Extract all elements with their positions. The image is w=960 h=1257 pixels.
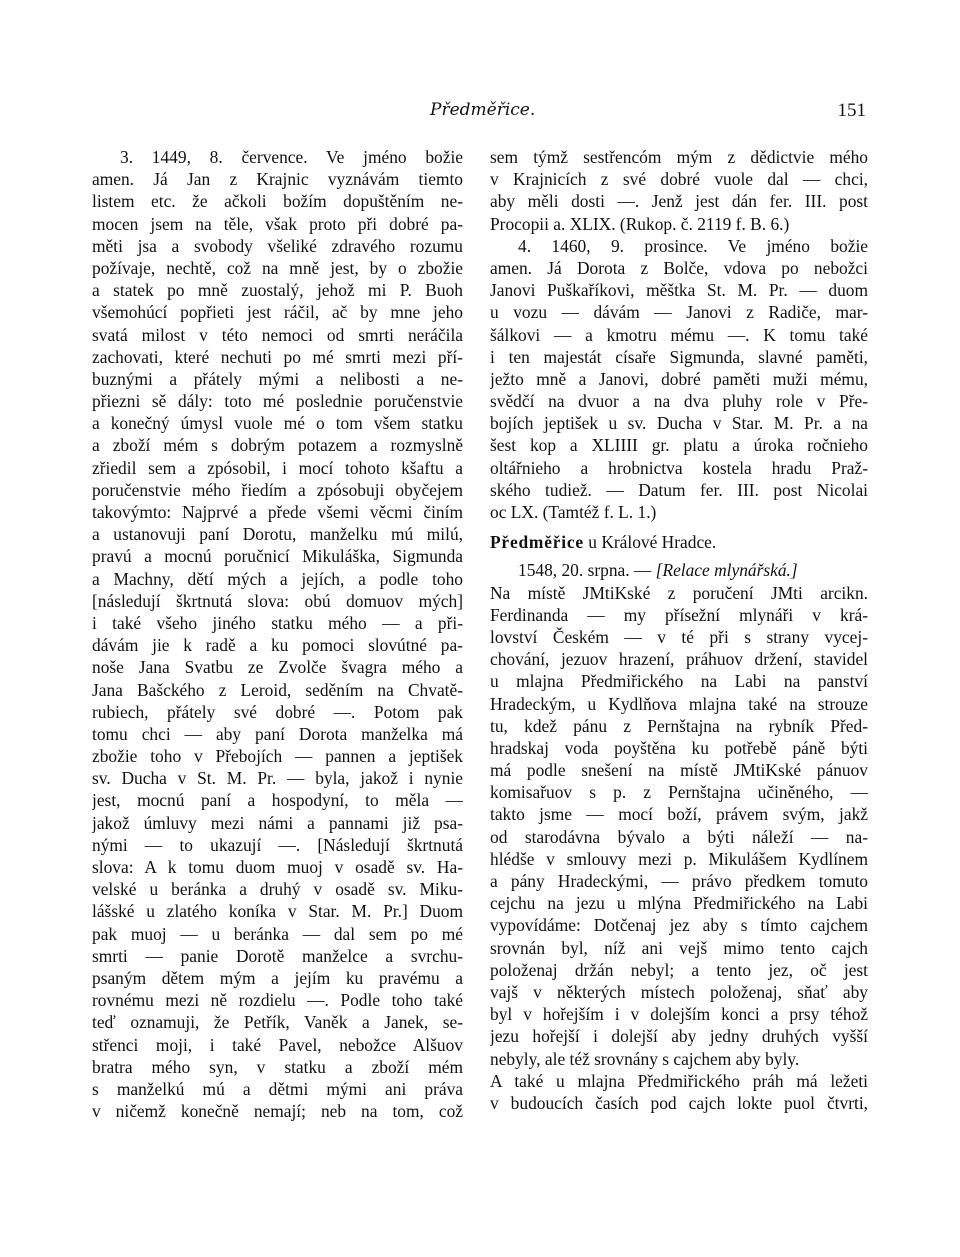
text-line: u vozu — dávám — Janovi z Radiče, mar-: [490, 302, 868, 323]
section-heading: [490, 531, 868, 553]
text-line: a zboží mém s dobrým potazem a rozmyslně: [92, 435, 463, 456]
page-number: 151: [837, 100, 866, 121]
text-line: nými — to ukazují —. [Následují škrtnutá: [92, 834, 463, 855]
text-line: mocen jsem na těle, však proto při dobré pa-: [92, 213, 463, 234]
text-line: bratra mého syn, v statku a zboží mém: [92, 1056, 463, 1077]
text-line: poručenstvie mého řiedím a zpósobuji obyčejem: [92, 479, 463, 500]
text-line: Janovi Puškaříkovi, měštka St. M. Pr. — duom: [490, 280, 868, 301]
text-line: od starodávna bývalo a býti náleží — na-: [490, 826, 868, 847]
text-line: má podle snešení na místě JMtiKské pánuov: [490, 760, 868, 781]
text-line: a statek po mně zuostalý, jehož mi P. Buoh: [92, 280, 463, 301]
section-heading-place: Předměřice: [490, 532, 584, 553]
text-line: rovnému mezi ně rozdielu —. Podle toho také: [92, 990, 463, 1011]
text-line: pravú a mocnú poručnicí Mikuláška, Sigmunda: [92, 546, 463, 567]
text-line: noše Jana Svatbu ze Zvolče švagra mého a: [92, 657, 463, 678]
text-line: všemohúcí popřieti jest ráčil, ač by mne jeho: [92, 302, 463, 323]
text-line: s manželkú mú a dětmi mými ani práva: [92, 1078, 463, 1099]
text-line: u mlajna Předmiřického na Labi na panství: [490, 671, 868, 692]
text-line: slova: A k tomu duom muoj v osadě sv. Ha-: [92, 857, 463, 877]
text-line: Jana Bašckého z Leroid, seděním na Chvatě-: [92, 679, 463, 700]
right-column-bottom-text: [490, 582, 868, 1115]
text-line: buznými a přátely mými a nelibosti a ne-: [92, 368, 463, 389]
text-line: komisařuov s p. z Pernštajna učiněného, —: [490, 782, 868, 803]
text-line: aby měli dosti —. Jenž jest dán fer. III. post: [490, 191, 868, 212]
text-line: zbožie toho v Přebojích — pannen a jeptišek: [92, 746, 463, 767]
text-line: i také všeho jiného statku mého — a při-: [92, 612, 463, 633]
text-line: srovnán byl, níž ani vejš mimo tento cajch: [490, 937, 868, 958]
text-line: takto jsme — mocí boží, právem svým, jakž: [490, 804, 868, 825]
text-line: teď oznamuji, že Petřík, Vaněk a Janek, se-: [92, 1012, 463, 1033]
text-line: oltářnieho a hrobnictva kostela hradu Praž-: [490, 457, 868, 478]
text-line: v ničemž konečně nemají; neb na tom, což: [92, 1101, 463, 1122]
text-line: amen. Já Jan z Krajnic vyznávám tiemto: [92, 169, 463, 190]
text-line: takovýmto: Najprvé a přede všemi věcmi činím: [92, 502, 463, 522]
text-line: hradskaj voda poуštěna ku potřebě páně býti: [490, 737, 868, 758]
text-line: zachovati, které nechuti po mé smrti mezi pří-: [92, 346, 463, 367]
text-line: byl v hořejším i v dolejším konci a prsy téhož: [490, 1004, 868, 1025]
text-line: svatá milost v této nemoci od smrti neráčila: [92, 324, 463, 345]
text-line: chování, jezuov hrazení, práhuov držení, stavidel: [490, 649, 868, 670]
text-line: lovství Českém — v té při s strany vycej-: [490, 626, 868, 647]
text-line: nebyly, ale též srovnány s cajchem aby byly.: [490, 1048, 800, 1069]
section-heading-rest: u Králové Hradce.: [583, 532, 717, 553]
text-line: měti jsa a svobody všeliké zdravého rozumu: [92, 235, 463, 256]
left-text-column: [92, 146, 463, 1122]
text-line: A také u mlajna Předmiřického práh má ležeti: [490, 1070, 868, 1091]
text-line: šest kop a XLIIII gr. platu a úroka ročnieho: [490, 435, 868, 456]
text-line: jakož úmluvy mezi námi a pannami již psa-: [92, 812, 463, 833]
page-header: [92, 100, 870, 130]
text-line: jest, mocnú paní a hospodyní, to měla —: [92, 790, 463, 811]
text-line: oc LX. (Tamtéž f. L. 1.): [490, 502, 657, 522]
text-line: amen. Já Dorota z Bolče, vdova po nebožci: [490, 257, 868, 278]
text-line: a pány Hradeckými, — právo předkem tomuto: [490, 871, 868, 892]
text-line: tomu chci — aby paní Dorota manželka má: [92, 723, 463, 744]
text-line: požívaje, nechtě, což na mně jest, by o zbožie: [92, 257, 463, 278]
text-line: hlédše v smlouvy mezi p. Mikulášem Kydlínem: [490, 848, 868, 869]
text-line: listem etc. že ačkoli božím dopuštěním ne-: [92, 191, 463, 212]
text-line: sv. Ducha v St. M. Pr. — byla, jakož i nynie: [92, 768, 463, 789]
text-line: zřiedil sem a zpósobil, i mocí tohoto kšaftu a: [92, 457, 463, 478]
text-line: i ten majestát císaře Sigmunda, slavné paměti,: [490, 346, 868, 367]
text-line: Na místě JMtiKské z poručení JMti arcikn.: [490, 582, 868, 603]
text-line: 3. 1449, 8. července. Ve jméno božie: [120, 147, 463, 167]
text-line: a konečný úmysl vuole mé o tom všem statku: [92, 413, 463, 434]
text-line: velské u beránka a druhý v osadě sv. Miku-: [92, 879, 463, 900]
text-line: ského tudiež. — Datum fer. III. post Nicolai: [490, 479, 868, 500]
text-line: dávám jie k radě a ku pomoci slovútné pa-: [92, 635, 463, 656]
text-line: střenci moji, i také Pavel, nebožce Alšuov: [92, 1034, 463, 1055]
text-line: rubiech, přátely své dobré —. Potom pak: [92, 701, 463, 722]
running-title: Předměřice.: [430, 100, 536, 120]
text-line: 4. 1460, 9. prosince. Ve jméno božie: [518, 235, 868, 256]
entry-heading: [490, 559, 868, 581]
right-column-top-text: [490, 146, 868, 523]
text-line: v budoucích časích pod cajch lokte puol čtvrti,: [490, 1092, 868, 1113]
right-text-column: [490, 146, 868, 1114]
text-line: tu, kdež pánu z Pernštajna na rybník Před-: [490, 715, 868, 736]
text-line: lášské u zlatého koníka v Star. M. Pr.] Duom: [92, 901, 463, 922]
text-line: jezu hořejší i dolejší aby jedny druhých vyšší: [490, 1026, 868, 1047]
text-line: a Machny, dětí mých a jejích, a podle toho: [92, 568, 463, 589]
text-line: pak muoj — u beránka — dal sem po mé: [92, 923, 463, 944]
entry-date: 1548, 20. srpna. —: [518, 560, 656, 581]
text-line: cejchu na jezu u mlýna Předmiřického na Labi: [490, 893, 868, 914]
text-line: ježto mně a Janovi, dobré paměti muži mému,: [490, 368, 868, 389]
text-line: svědčí na dvuor a na dva pluhy role v Pře-: [490, 391, 868, 412]
text-line: v Krajnicích z své dobré vuole dal — chci,: [490, 169, 868, 190]
text-line: šálkovi — a kmotru mému —. K tomu také: [490, 324, 868, 345]
text-line: Procopii a. XLIX. (Rukop. č. 2119 f. B. 6.): [490, 213, 790, 234]
text-line: vypovídáme: Dotčenaj jez aby s tímto cajchem: [490, 915, 868, 936]
text-line: a ustanovuji paní Dorotu, manželku mú milú,: [92, 524, 463, 545]
text-line: přiezni sě dály: toto mé poslednie poručenstvie: [92, 391, 463, 412]
text-line: psaným dětem mým a jejím ku pravému a: [92, 967, 463, 988]
text-line: Hradeckým, u Kydlňova mlajna také na strouze: [490, 693, 868, 714]
text-line: smrti — panie Dorotě manželce a svrchu-: [92, 945, 463, 966]
text-line: bojích jeptišek u sv. Ducha v Star. M. Pr. a na: [490, 413, 868, 434]
entry-title: [Relace mlynářská.]: [655, 560, 798, 581]
text-line: Ferdinanda — my přísežní mlynáři v krá-: [490, 604, 868, 625]
text-line: položenaj držán nebyl; a tento jez, oč jest: [490, 959, 868, 980]
text-line: sem týmž sestřencóm mým z dědictvie mého: [490, 147, 868, 167]
text-line: vajš v některých místech položenaj, sňať aby: [490, 981, 868, 1002]
text-line: [následují škrtnutá slova: obú domuov mých]: [92, 590, 463, 611]
